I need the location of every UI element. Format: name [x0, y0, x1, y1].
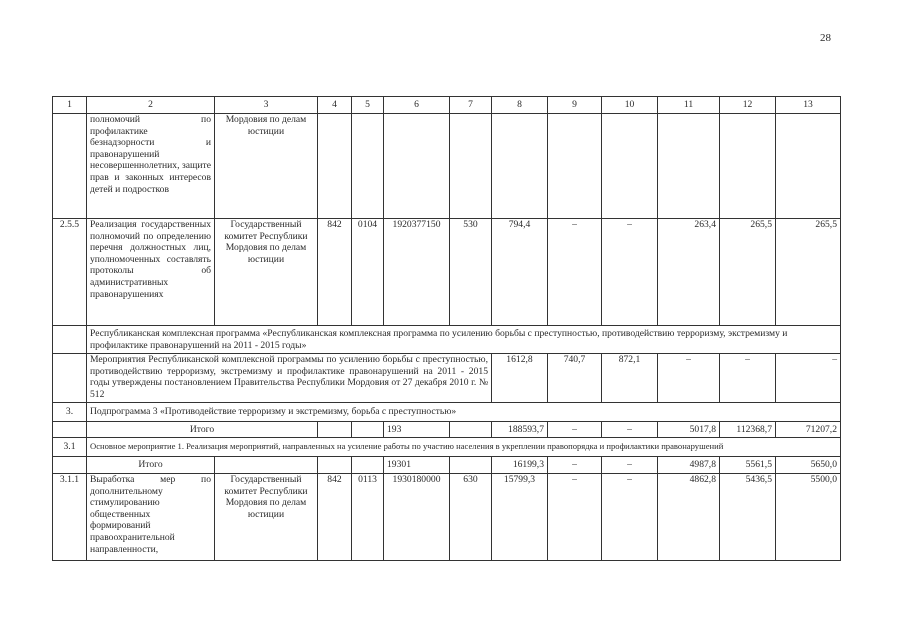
amount-cell: 4987,8 — [658, 457, 720, 474]
data-cell — [318, 457, 352, 474]
amount-cell: 71207,2 — [776, 422, 841, 438]
row-number-cell — [53, 422, 87, 438]
section-code-cell: 0113 — [352, 474, 384, 561]
program-measures-row — [53, 354, 841, 403]
amount-cell: 740,7 — [548, 354, 602, 403]
row-number-cell — [53, 354, 87, 403]
amount-cell: 4862,8 — [658, 474, 720, 561]
header-cell: 7 — [450, 97, 492, 114]
data-cell — [318, 422, 352, 438]
row-number-cell — [53, 457, 87, 474]
amount-cell: 265,5 — [720, 219, 776, 326]
header-cell: 1 — [53, 97, 87, 114]
amount-cell: – — [602, 474, 658, 561]
data-cell — [492, 114, 548, 219]
executor-cell: Государственный комитет Республики Мордовия по делам юстиции — [215, 474, 318, 561]
amount-cell: – — [548, 219, 602, 326]
data-cell — [450, 457, 492, 474]
program-measures-text: Мероприятия Республиканской комплексной программы по усилению борьбы с преступностью, противодействию терроризму, экстремизму и профилактике правонарушений на 2011 - 2015 годы утверждены постановлением Правительства Республики Мордовия от 27 декабря 2010 г. № 512 — [87, 354, 492, 403]
grbs-code-cell: 842 — [318, 474, 352, 561]
amount-cell: – — [548, 457, 602, 474]
budget-table — [52, 96, 841, 561]
main-measure-title-cell: Основное мероприятие 1. Реализация мероприятий, направленных на усиление работы по участию населения в укреплении правопорядка и профилактики правонарушений — [87, 438, 841, 457]
row-number-cell: 3.1.1 — [53, 474, 87, 561]
row-number-cell: 3. — [53, 403, 87, 422]
amount-cell: 112368,7 — [720, 422, 776, 438]
target-code-cell: 1930180000 — [384, 474, 450, 561]
data-cell — [450, 114, 492, 219]
data-cell — [352, 114, 384, 219]
executor-cell: Мордовия по делам юстиции — [215, 114, 318, 219]
header-row — [53, 97, 841, 114]
section-code-cell: 0104 — [352, 219, 384, 326]
header-cell: 9 — [548, 97, 602, 114]
row-number-cell: 3.1 — [53, 438, 87, 457]
amount-cell: – — [720, 354, 776, 403]
data-cell — [548, 114, 602, 219]
measure-name-cell: Выработка мер по дополнительному стимулированию общественных формирований правоохранительной направленности, — [87, 474, 215, 561]
program-title-row — [53, 326, 841, 354]
header-cell: 5 — [352, 97, 384, 114]
data-cell — [658, 114, 720, 219]
amount-cell: 188593,7 — [492, 422, 548, 438]
header-cell: 10 — [602, 97, 658, 114]
amount-cell: 5500,0 — [776, 474, 841, 561]
header-cell: 13 — [776, 97, 841, 114]
amount-cell: 16199,3 — [492, 457, 548, 474]
total-label-cell: Итого — [87, 422, 318, 438]
header-cell: 3 — [215, 97, 318, 114]
header-cell: 11 — [658, 97, 720, 114]
expense-type-cell: 630 — [450, 474, 492, 561]
main-measure-row — [53, 438, 841, 457]
data-cell — [352, 457, 384, 474]
measure-name-cell: полномочий по профилактике безнадзорности и правонарушений несовершеннолетних, защите прав и законных интересов детей и подростков — [87, 114, 215, 219]
amount-cell: 794,4 — [492, 219, 548, 326]
header-cell: 6 — [384, 97, 450, 114]
data-cell — [352, 422, 384, 438]
main-measure-total-row — [53, 457, 841, 474]
amount-cell: 5650,0 — [776, 457, 841, 474]
total-label-cell: Итого — [87, 457, 215, 474]
row-number-cell: 2.5.5 — [53, 219, 87, 326]
amount-cell: – — [602, 457, 658, 474]
amount-cell: – — [548, 474, 602, 561]
amount-cell: – — [548, 422, 602, 438]
target-code-cell: 1920377150 — [384, 219, 450, 326]
amount-cell: – — [776, 354, 841, 403]
subprogram-row — [53, 403, 841, 422]
row-number-cell — [53, 326, 87, 354]
amount-cell: 15799,3 — [492, 474, 548, 561]
data-cell — [215, 457, 318, 474]
table-row-3-1-1 — [53, 474, 841, 561]
program-title-cell: Республиканская комплексная программа «Республиканская комплексная программа по усилению борьбы с преступностью, противодействию терроризму, экстремизму и профилактике правонарушений на 2011 - 2015 годы» — [87, 326, 841, 354]
amount-cell: 5017,8 — [658, 422, 720, 438]
header-cell: 4 — [318, 97, 352, 114]
amount-cell: 265,5 — [776, 219, 841, 326]
data-cell — [450, 422, 492, 438]
target-code-cell: 193 — [384, 422, 450, 438]
header-cell: 2 — [87, 97, 215, 114]
row-number-cell — [53, 114, 87, 219]
amount-cell: – — [602, 422, 658, 438]
amount-cell: 872,1 — [602, 354, 658, 403]
amount-cell: 263,4 — [658, 219, 720, 326]
amount-cell: – — [658, 354, 720, 403]
header-cell: 12 — [720, 97, 776, 114]
subprogram-title-cell: Подпрограмма 3 «Противодействие терроризму и экстремизму, борьба с преступностью» — [87, 403, 841, 422]
amount-cell: 5436,5 — [720, 474, 776, 561]
data-cell — [384, 114, 450, 219]
header-cell: 8 — [492, 97, 548, 114]
target-code-cell: 19301 — [384, 457, 450, 474]
amount-cell: 1612,8 — [492, 354, 548, 403]
data-cell — [602, 114, 658, 219]
executor-cell: Государственный комитет Республики Мордовия по делам юстиции — [215, 219, 318, 326]
data-cell — [720, 114, 776, 219]
data-cell — [318, 114, 352, 219]
amount-cell: – — [602, 219, 658, 326]
table-row-2-5-5 — [53, 219, 841, 326]
page-number: 28 — [820, 32, 831, 44]
amount-cell: 5561,5 — [720, 457, 776, 474]
expense-type-cell: 530 — [450, 219, 492, 326]
table-row-continuation — [53, 114, 841, 219]
data-cell — [776, 114, 841, 219]
measure-name-cell: Реализация государственных полномочий по определению перечня должностных лиц, уполномоченных составлять протоколы об административных правонарушениях — [87, 219, 215, 326]
subprogram-total-row — [53, 422, 841, 438]
grbs-code-cell: 842 — [318, 219, 352, 326]
